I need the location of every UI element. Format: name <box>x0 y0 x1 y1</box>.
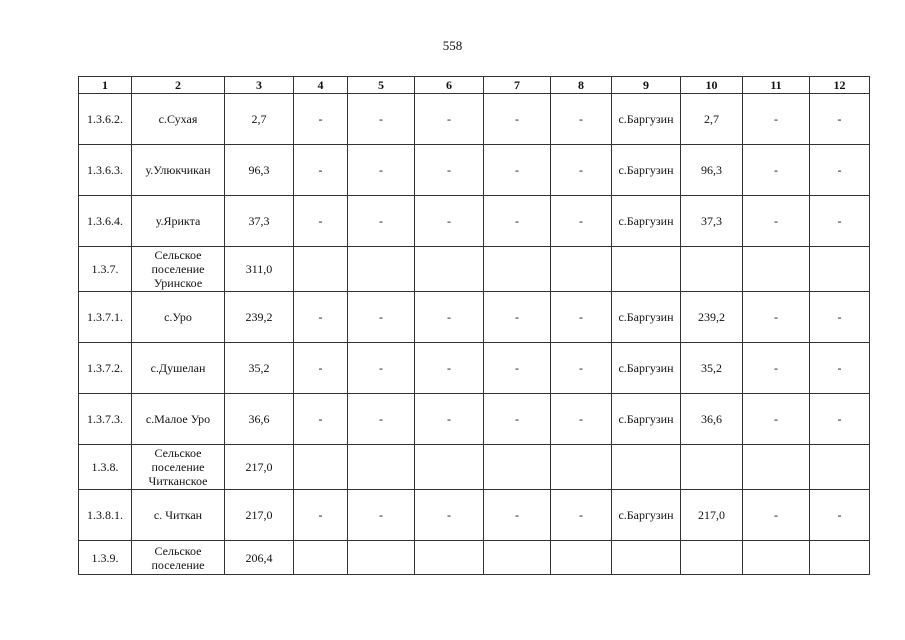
table-cell <box>484 541 551 575</box>
table-cell: - <box>551 394 612 445</box>
table-cell: 217,0 <box>225 490 294 541</box>
table-cell: - <box>415 490 484 541</box>
table-cell <box>743 247 810 292</box>
table-cell <box>415 247 484 292</box>
table-cell: - <box>348 196 415 247</box>
table-cell: - <box>551 292 612 343</box>
table-cell <box>612 247 681 292</box>
table-cell: 1.3.8.1. <box>79 490 132 541</box>
table-row-subtotal <box>79 445 870 490</box>
table-cell: 1.3.6.4. <box>79 196 132 247</box>
table-cell: 217,0 <box>225 445 294 490</box>
table-cell: - <box>484 145 551 196</box>
table-cell: 1.3.6.3. <box>79 145 132 196</box>
table-cell: - <box>551 343 612 394</box>
table-cell <box>681 247 743 292</box>
table-cell: с.Баргузин <box>612 394 681 445</box>
table-cell: с.Душелан <box>132 343 225 394</box>
table-cell: 2,7 <box>681 94 743 145</box>
table-cell: - <box>810 490 870 541</box>
table-cell: 1.3.7.2. <box>79 343 132 394</box>
table-cell <box>810 541 870 575</box>
table-cell: у.Улюкчикан <box>132 145 225 196</box>
table-cell: 1.3.6.2. <box>79 94 132 145</box>
page-number: 558 <box>442 38 463 53</box>
column-header: 12 <box>810 77 870 94</box>
table-body <box>79 94 870 575</box>
table-cell: Сельское поселение <box>132 541 225 575</box>
table-cell: - <box>348 343 415 394</box>
column-header: 11 <box>743 77 810 94</box>
table-cell: с.Баргузин <box>612 145 681 196</box>
column-header: 8 <box>551 77 612 94</box>
table-cell: 1.3.7.1. <box>79 292 132 343</box>
table-cell <box>551 247 612 292</box>
table-cell: - <box>294 490 348 541</box>
table-cell: 37,3 <box>681 196 743 247</box>
table-cell: - <box>551 94 612 145</box>
table-cell: 96,3 <box>681 145 743 196</box>
table-cell: - <box>348 94 415 145</box>
column-header: 4 <box>294 77 348 94</box>
table-cell: - <box>743 394 810 445</box>
column-header: 1 <box>79 77 132 94</box>
table-cell: 1.3.7. <box>79 247 132 292</box>
table-cell: 36,6 <box>681 394 743 445</box>
table-cell: 206,4 <box>225 541 294 575</box>
table-cell <box>294 247 348 292</box>
table-cell: - <box>415 292 484 343</box>
table-cell: Сельское поселение Читканское <box>132 445 225 490</box>
table-cell <box>551 541 612 575</box>
table-cell: у.Ярикта <box>132 196 225 247</box>
table-cell: - <box>484 490 551 541</box>
table-cell <box>415 541 484 575</box>
table-cell: - <box>294 394 348 445</box>
table-cell: - <box>743 94 810 145</box>
table-row <box>79 196 870 247</box>
table-cell: с.Малое Уро <box>132 394 225 445</box>
table-cell: 35,2 <box>225 343 294 394</box>
table-cell: - <box>551 490 612 541</box>
table-cell: - <box>294 145 348 196</box>
table-cell: - <box>810 94 870 145</box>
table-row-subtotal <box>79 247 870 292</box>
table-cell: 1.3.8. <box>79 445 132 490</box>
table-cell: 1.3.9. <box>79 541 132 575</box>
table-cell: 217,0 <box>681 490 743 541</box>
table-cell: - <box>415 196 484 247</box>
table-cell: с.Баргузин <box>612 343 681 394</box>
table-cell: - <box>484 94 551 145</box>
table-cell: 37,3 <box>225 196 294 247</box>
column-header: 10 <box>681 77 743 94</box>
table-cell: - <box>294 343 348 394</box>
table-cell <box>681 541 743 575</box>
table-cell: 35,2 <box>681 343 743 394</box>
table-cell: с.Баргузин <box>612 196 681 247</box>
table-row <box>79 292 870 343</box>
table-cell <box>612 445 681 490</box>
table-cell: - <box>294 292 348 343</box>
table-cell: - <box>484 394 551 445</box>
column-header: 6 <box>415 77 484 94</box>
table-row <box>79 394 870 445</box>
table-row <box>79 145 870 196</box>
table-cell: - <box>743 292 810 343</box>
table-cell: 96,3 <box>225 145 294 196</box>
table-cell <box>484 445 551 490</box>
table-cell <box>415 445 484 490</box>
table-cell: - <box>810 343 870 394</box>
table-cell: с.Уро <box>132 292 225 343</box>
table-row-subtotal <box>79 541 870 575</box>
table-cell: с. Читкан <box>132 490 225 541</box>
table-cell: 311,0 <box>225 247 294 292</box>
column-header: 5 <box>348 77 415 94</box>
table-cell: - <box>551 145 612 196</box>
table-cell <box>743 445 810 490</box>
table-cell: - <box>551 196 612 247</box>
column-header: 9 <box>612 77 681 94</box>
table-cell <box>612 541 681 575</box>
table-cell: - <box>743 490 810 541</box>
table-row <box>79 490 870 541</box>
table-cell: - <box>810 292 870 343</box>
table-cell <box>348 541 415 575</box>
table-cell: - <box>415 394 484 445</box>
table-cell: 1.3.7.3. <box>79 394 132 445</box>
table-cell: - <box>415 145 484 196</box>
table-cell: 239,2 <box>681 292 743 343</box>
table-cell: - <box>348 394 415 445</box>
table-cell <box>294 445 348 490</box>
table-cell: 36,6 <box>225 394 294 445</box>
table-cell: с.Баргузин <box>612 94 681 145</box>
column-header: 2 <box>132 77 225 94</box>
table-header <box>79 77 870 94</box>
table-cell: - <box>810 145 870 196</box>
table-cell: - <box>810 196 870 247</box>
table-cell: - <box>348 292 415 343</box>
table-cell: - <box>415 94 484 145</box>
table-cell <box>743 541 810 575</box>
table-row <box>79 94 870 145</box>
table-cell: - <box>415 343 484 394</box>
table-cell <box>294 541 348 575</box>
table-cell: - <box>484 196 551 247</box>
table-cell: с.Баргузин <box>612 292 681 343</box>
table-cell <box>348 247 415 292</box>
table-cell <box>681 445 743 490</box>
table-cell <box>348 445 415 490</box>
table-cell: - <box>348 490 415 541</box>
column-header: 7 <box>484 77 551 94</box>
table-cell: с.Баргузин <box>612 490 681 541</box>
table-cell: - <box>294 94 348 145</box>
table-cell: - <box>484 343 551 394</box>
table-row <box>79 343 870 394</box>
table-cell <box>810 247 870 292</box>
table-cell <box>484 247 551 292</box>
table-cell: Сельское поселение Уринское <box>132 247 225 292</box>
table-cell: 239,2 <box>225 292 294 343</box>
table-cell: 2,7 <box>225 94 294 145</box>
table-cell: - <box>348 145 415 196</box>
table-cell: - <box>294 196 348 247</box>
table-cell: - <box>484 292 551 343</box>
table-cell: с.Сухая <box>132 94 225 145</box>
table-cell: - <box>743 196 810 247</box>
table-cell <box>551 445 612 490</box>
table-cell: - <box>810 394 870 445</box>
table-cell <box>810 445 870 490</box>
table-cell: - <box>743 145 810 196</box>
column-header: 3 <box>225 77 294 94</box>
data-table <box>78 76 870 575</box>
table-cell: - <box>743 343 810 394</box>
header-row <box>79 77 870 94</box>
